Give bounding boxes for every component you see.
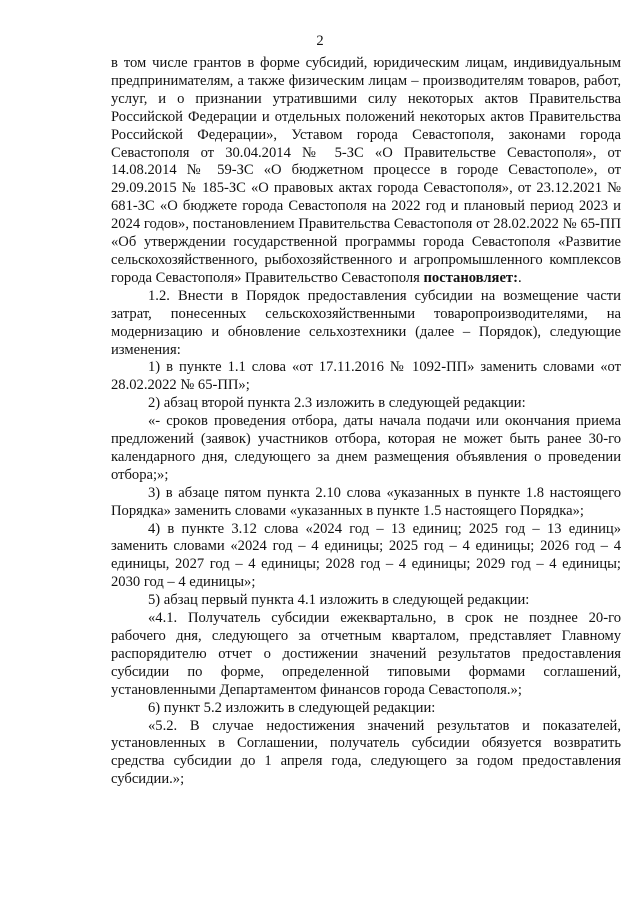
paragraph-item-5-text: «4.1. Получатель субсидии ежеквартально, в срок не позднее 20-го рабочего дня, следующего за отчетным кварталом, представляет Главному распорядителю отчет о достижении значений результатов предоставления субсидии по форме, определенной типовыми формами соглашений, установленными Департаментом финансов города Севастополя.»; [111, 610, 621, 698]
legal-basis-text: в том числе грантов в форме субсидий, юридическим лицам, индивидуальным предпринимателям, а также физическим лицам – производителям товаров, работ, услуг, и о признании утратившими силу некоторых актов Правительства Российской Федерации и отдельных положений некоторых актов Правительства Российской Федерации», Уставом города Севастополя, законами города Севастополя от 30.04.2014 № 5-ЗС «О Правительстве Севастополя», от 14.08.2014 № 59-ЗС «О бюджетном процессе в городе Севастополе», от 29.09.2015 № 185-ЗС «О правовых актах города Севастополя», от 23.12.2021 № 681-ЗС «О бюджете города Севастополя на 2022 год и плановый период 2023 и 2024 годов», постановлением Правительства Севастополя от 28.02.2022 № 65-ПП «Об утверждении государственной программы города Севастополя «Развитие сельскохозяйственного, рыбохозяйственного и агропромышленного комплексов города Севастополя» Правительство Севастополя [111, 55, 621, 286]
page-number: 2 [316, 33, 324, 49]
paragraph-legal-basis [111, 55, 621, 288]
resolves-keyword: постановляет: [423, 269, 518, 286]
paragraph-item-4: 4) в пункте 3.12 слова «2024 год – 13 единиц; 2025 год – 13 единиц» заменить словами «2024 год – 4 единицы; 2025 год – 4 единицы; 2026 год – 4 единицы, 2027 год – 4 единицы; 2028 год – 4 единицы; 2029 год – 4 единицы; 2030 год – 4 единицы»; [111, 520, 621, 591]
paragraph-item-6-text: «5.2. В случае недостижения значений результатов и показателей, установленных в Соглашении, получатель субсидии обязуется возвратить средства субсидии до 1 апреля года, следующего за годом предоставления субсидии.»; [111, 717, 621, 788]
legal-basis-end: . [517, 269, 522, 286]
document-body [111, 55, 621, 789]
paragraph-item-2-text: «- сроков проведения отбора, даты начала подачи или окончания приема предложений (заявок) участников отбора, которая не может быть ранее 30-го календарного дня, следующего за днем размещения объявления о проведении отбора;»; [111, 413, 621, 483]
paragraph-item-5: 5) абзац первый пункта 4.1 изложить в следующей редакции: [148, 592, 530, 609]
paragraph-item-2: 2) абзац второй пункта 2.3 изложить в следующей редакции: [148, 395, 526, 412]
paragraph-item-6: 6) пункт 5.2 изложить в следующей редакции: [148, 699, 436, 716]
paragraph-item-1: 1) в пункте 1.1 слова «от 17.11.2016 № 1092-ПП» заменить словами «от 28.02.2022 № 65-ПП»; [111, 359, 621, 394]
paragraph-item-3: 3) в абзаце пятом пункта 2.10 слова «указанных в пункте 1.8 настоящего Порядка» заменить словами «указанных в пункте 1.5 настоящего Порядка»; [111, 484, 621, 519]
paragraph-1-2: 1.2. Внести в Порядок предоставления субсидии на возмещение части затрат, понесенных сельскохозяйственными товаропроизводителями, на модернизацию и обновление сельхозтехники (далее – Порядок), следующие изменения: [111, 287, 621, 358]
